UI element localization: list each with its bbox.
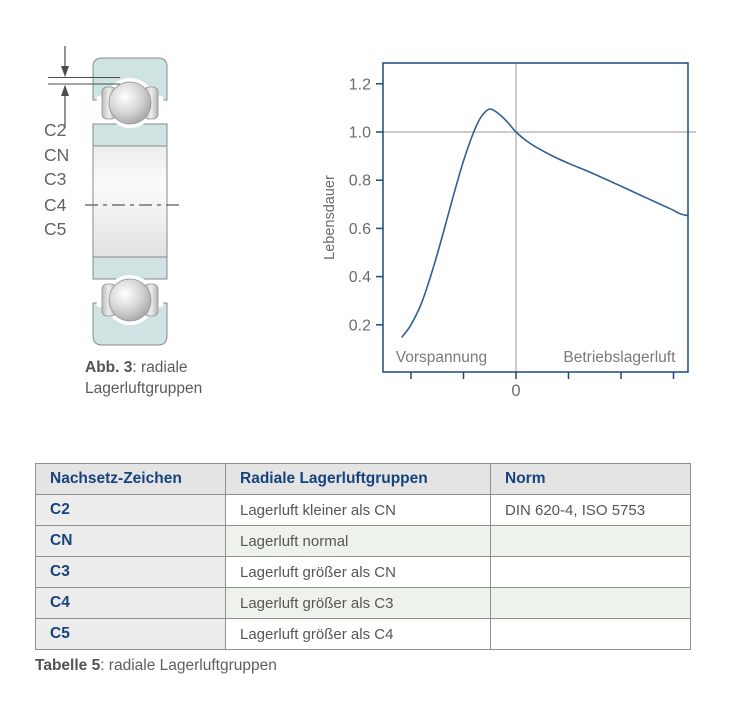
cell-description: Lagerluft normal	[226, 526, 491, 557]
life-curve	[402, 109, 688, 337]
life-chart	[320, 40, 722, 402]
label-cn: CN	[44, 145, 70, 165]
bearing-figure	[20, 40, 250, 360]
y-tick-label: 0.6	[348, 220, 371, 238]
table-row	[36, 588, 691, 619]
x-zero-label: 0	[511, 382, 521, 400]
arrow-up-icon	[61, 85, 69, 96]
table-row	[36, 526, 691, 557]
header-radiale-lagerluftgruppen: Radiale Lagerluftgruppen	[226, 464, 491, 495]
region-label-vorspannung: Vorspannung	[395, 349, 488, 366]
table-row	[36, 495, 691, 526]
cell-description: Lagerluft größer als C4	[226, 619, 491, 650]
y-tick-label: 0.8	[348, 172, 371, 190]
arrow-down-icon	[61, 66, 69, 77]
clearance-table-body	[36, 495, 691, 650]
y-tick-label: 1.0	[348, 124, 371, 142]
figure-caption-line2: Lagerluftgruppen	[85, 380, 203, 397]
table-caption-text: : radiale Lagerluftgruppen	[100, 657, 277, 674]
cell-norm	[491, 526, 691, 557]
figure-caption	[85, 357, 255, 399]
table-caption-number: Tabelle 5	[35, 657, 101, 674]
header-norm: Norm	[491, 464, 691, 495]
y-tick-label: 0.4	[348, 269, 371, 287]
cell-description: Lagerluft größer als C3	[226, 588, 491, 619]
label-c4: C4	[44, 195, 67, 215]
cell-code: C5	[36, 619, 226, 650]
table-row	[36, 619, 691, 650]
y-tick-label: 1.2	[348, 76, 371, 94]
bearing-drawing	[20, 40, 250, 360]
cell-code: C2	[36, 495, 226, 526]
cell-norm: DIN 620-4, ISO 5753	[491, 495, 691, 526]
header-nachsetz-zeichen: Nachsetz-Zeichen	[36, 464, 226, 495]
figure-caption-line1: : radiale	[132, 359, 188, 376]
label-c3: C3	[44, 169, 67, 189]
label-c5: C5	[44, 219, 67, 239]
y-axis-title: Lebensdauer	[322, 175, 338, 260]
figure-caption-number: Abb. 3	[85, 359, 133, 376]
chart-canvas	[320, 40, 722, 402]
y-tick-label: 0.2	[348, 317, 371, 335]
cell-norm	[491, 557, 691, 588]
cell-code: CN	[36, 526, 226, 557]
cell-norm	[491, 588, 691, 619]
cell-description: Lagerluft größer als CN	[226, 557, 491, 588]
ball-top	[109, 82, 151, 124]
cell-code: C4	[36, 588, 226, 619]
cell-description: Lagerluft kleiner als CN	[226, 495, 491, 526]
plot-frame	[383, 63, 688, 372]
clearance-table	[35, 463, 691, 650]
cell-norm	[491, 619, 691, 650]
ball-bottom	[109, 279, 151, 321]
region-label-betriebslagerluft: Betriebslagerluft	[563, 349, 676, 366]
table-caption	[35, 657, 277, 675]
table-header-row	[36, 464, 691, 495]
table-row	[36, 557, 691, 588]
shaft-body	[93, 146, 167, 257]
cell-code: C3	[36, 557, 226, 588]
label-c2: C2	[44, 120, 67, 140]
